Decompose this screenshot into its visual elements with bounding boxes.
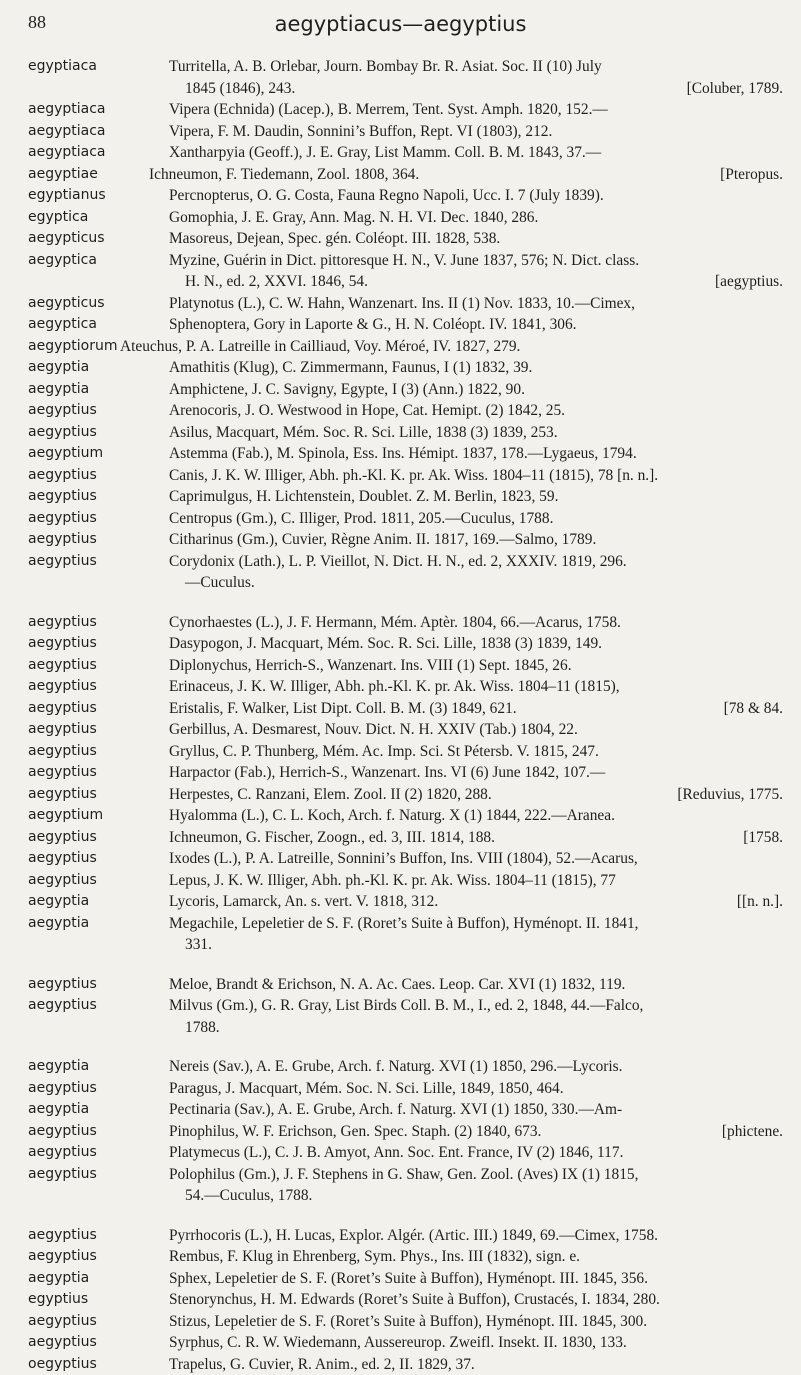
entry-term: aegyptius — [28, 784, 169, 806]
entry-citation — [169, 465, 783, 487]
entry-citation — [169, 121, 783, 143]
index-entry — [28, 207, 783, 229]
entry-term: aegyptius — [28, 400, 169, 422]
index-entry — [28, 676, 783, 698]
citation-line: Amphictene, J. C. Savigny, Egypte, I (3) (Ann.) 1822, 90. — [169, 379, 783, 401]
entry-term: aegyptius — [28, 655, 169, 677]
entry-term: egyptius — [28, 1289, 169, 1311]
entry-citation — [169, 719, 783, 741]
index-entry — [28, 633, 783, 655]
index-entry — [28, 1354, 783, 1375]
index-entry — [28, 379, 783, 401]
index-entry — [28, 336, 783, 358]
citation-line: Gerbillus, A. Desmarest, Nouv. Dict. N. H. XXIV (Tab.) 1804, 22. — [169, 719, 783, 741]
entry-term: aegyptius — [28, 551, 169, 594]
entry-citation — [169, 633, 783, 655]
entry-citation — [169, 529, 783, 551]
index-entry — [28, 719, 783, 741]
index-entry — [28, 848, 783, 870]
entry-citation — [169, 400, 783, 422]
entry-term: egyptiaca — [28, 56, 169, 99]
entry-citation — [169, 422, 783, 444]
citation-line: Ixodes (L.), P. A. Latreille, Sonnini’s Buffon, Ins. VIII (1804), 52.—Acarus, — [169, 848, 783, 870]
entry-citation — [169, 1164, 783, 1207]
entry-citation — [169, 185, 783, 207]
index-entry — [28, 1268, 783, 1290]
entry-term: aegyptius — [28, 612, 169, 634]
index-entry — [28, 974, 783, 996]
index-entry — [28, 741, 783, 763]
entry-citation — [169, 655, 783, 677]
entry-term: aegyptius — [28, 1311, 169, 1333]
entry-term: aegyptius — [28, 848, 169, 870]
entry-citation — [169, 1289, 783, 1311]
index-entry — [28, 698, 783, 720]
citation-line: Eristalis, F. Walker, List Dipt. Coll. B. M. (3) 1849, 621. [78 & 84. — [169, 698, 783, 720]
citation-line: Platymecus (L.), C. J. B. Amyot, Ann. Soc. Ent. France, IV (2) 1846, 117. — [169, 1142, 783, 1164]
index-entry — [28, 1246, 783, 1268]
index-entry — [28, 443, 783, 465]
entry-citation — [169, 827, 783, 849]
citation-line: 331. — [169, 934, 783, 956]
continuation-note: [78 & 84. — [724, 698, 783, 720]
citation-line: Stenorynchus, H. M. Edwards (Roret’s Suite à Buffon), Crustacés, I. 1834, 280. — [169, 1289, 783, 1311]
citation-line: Asilus, Macquart, Mém. Soc. R. Sci. Lille, 1838 (3) 1839, 253. — [169, 422, 783, 444]
index-entry — [28, 142, 783, 164]
citation-line: Paragus, J. Macquart, Mém. Soc. N. Sci. Lille, 1849, 1850, 464. — [169, 1078, 783, 1100]
entry-citation — [169, 848, 783, 870]
entry-citation — [169, 1056, 783, 1078]
entry-citation — [169, 891, 783, 913]
index-entry — [28, 185, 783, 207]
citation-line: Astemma (Fab.), M. Spinola, Ess. Ins. Hémipt. 1837, 178.—Lygaeus, 1794. — [169, 443, 783, 465]
entry-citation — [169, 698, 783, 720]
entry-term: aegyptiaca — [28, 99, 169, 121]
entry-term: aegyptius — [28, 1142, 169, 1164]
entry-term: aegyptium — [28, 443, 169, 465]
citation-line: Hyalomma (L.), C. L. Koch, Arch. f. Naturg. X (1) 1844, 222.—Aranea. — [169, 805, 783, 827]
index-entry — [28, 1142, 783, 1164]
entry-citation — [169, 379, 783, 401]
index-entry — [28, 551, 783, 594]
entry-citation — [169, 870, 783, 892]
citation-line: Centropus (Gm.), C. Illiger, Prod. 1811, 205.—Cuculus, 1788. — [169, 508, 783, 530]
index-entry — [28, 827, 783, 849]
citation-line: Cynorhaestes (L.), J. F. Hermann, Mém. Aptèr. 1804, 66.—Acarus, 1758. — [169, 612, 783, 634]
citation-line: 1845 (1846), 243. [Coluber, 1789. — [169, 78, 783, 100]
citation-line: Amathitis (Klug), C. Zimmermann, Faunus, I (1) 1832, 39. — [169, 357, 783, 379]
entry-citation — [169, 1354, 783, 1375]
index-entry — [28, 422, 783, 444]
entry-citation — [169, 741, 783, 763]
entry-term: aegyptius — [28, 1246, 169, 1268]
citation-line: 54.—Cuculus, 1788. — [169, 1185, 783, 1207]
entry-citation — [169, 314, 783, 336]
entry-citation — [169, 1142, 783, 1164]
entry-term: aegypticus — [28, 293, 169, 315]
entry-term: egyptianus — [28, 185, 169, 207]
citation-line: Vipera (Echnida) (Lacep.), B. Merrem, Tent. Syst. Amph. 1820, 152.— — [169, 99, 783, 121]
entry-term: aegyptius — [28, 741, 169, 763]
entry-term: aegyptius — [28, 870, 169, 892]
index-entry — [28, 1121, 783, 1143]
index-entry — [28, 784, 783, 806]
citation-line: Syrphus, C. R. W. Wiedemann, Aussereurop. Zweifl. Insekt. II. 1830, 133. — [169, 1332, 783, 1354]
citation-line: Ateuchus, P. A. Latreille in Cailliaud, Voy. Méroé, IV. 1827, 279. — [120, 336, 783, 358]
entry-term: aegyptia — [28, 379, 169, 401]
index-entry — [28, 1332, 783, 1354]
citation-line: Pinophilus, W. F. Erichson, Gen. Spec. Staph. (2) 1840, 673. [phictene. — [169, 1121, 783, 1143]
entry-term: aegyptia — [28, 357, 169, 379]
citation-line: H. N., ed. 2, XXVI. 1846, 54. [aegyptius. — [169, 271, 783, 293]
citation-line: Caprimulgus, H. Lichtenstein, Doublet. Z. M. Berlin, 1823, 59. — [169, 486, 783, 508]
index-entry — [28, 508, 783, 530]
index-entry — [28, 1078, 783, 1100]
entry-term: aegyptius — [28, 486, 169, 508]
citation-line: Milvus (Gm.), G. R. Gray, List Birds Coll. B. M., I., ed. 2, 1848, 44.—Falco, — [169, 995, 783, 1017]
entry-citation — [169, 142, 783, 164]
citation-line: Turritella, A. B. Orlebar, Journ. Bombay Br. R. Asiat. Soc. II (10) July — [169, 56, 783, 78]
entry-citation — [169, 357, 783, 379]
citation-line: Pectinaria (Sav.), A. E. Grube, Arch. f. Naturg. XVI (1) 1850, 330.—Am- — [169, 1099, 783, 1121]
entry-term: aegyptia — [28, 1099, 169, 1121]
citation-line: Arenocoris, J. O. Westwood in Hope, Cat. Hemipt. (2) 1842, 25. — [169, 400, 783, 422]
entry-citation — [120, 336, 783, 358]
entry-term: aegyptius — [28, 698, 169, 720]
entry-term: aegyptius — [28, 827, 169, 849]
index-entry — [28, 314, 783, 336]
entry-citation — [169, 443, 783, 465]
citation-line: Megachile, Lepeletier de S. F. (Roret’s Suite à Buffon), Hyménopt. II. 1841, — [169, 913, 783, 935]
entry-citation — [169, 1246, 783, 1268]
citation-line: Masoreus, Dejean, Spec. gén. Coléopt. III. 1828, 538. — [169, 228, 783, 250]
entry-term: aegyptia — [28, 913, 169, 956]
entry-term: aegyptius — [28, 633, 169, 655]
entry-citation — [169, 551, 783, 594]
citation-line: Meloe, Brandt & Erichson, N. A. Ac. Caes. Leop. Car. XVI (1) 1832, 119. — [169, 974, 783, 996]
entry-citation — [169, 1311, 783, 1333]
entry-term: aegyptius — [28, 422, 169, 444]
continuation-note: [aegyptius. — [715, 271, 783, 293]
entry-term: egyptica — [28, 207, 169, 229]
citation-line: Rembus, F. Klug in Ehrenberg, Sym. Phys., Ins. III (1832), sign. e. — [169, 1246, 783, 1268]
entry-citation — [169, 99, 783, 121]
entry-citation — [169, 974, 783, 996]
index-entry — [28, 870, 783, 892]
citation-line: Platynotus (L.), C. W. Hahn, Wanzenart. Ins. II (1) Nov. 1833, 10.—Cimex, — [169, 293, 783, 315]
entry-citation — [169, 762, 783, 784]
citation-line: Citharinus (Gm.), Cuvier, Règne Anim. II. 1817, 169.—Salmo, 1789. — [169, 529, 783, 551]
citation-line: Herpestes, C. Ranzani, Elem. Zool. II (2) 1820, 288. [Reduvius, 1775. — [169, 784, 783, 806]
entry-term: aegyptiae — [28, 164, 149, 186]
index-entry — [28, 762, 783, 784]
entry-term: aegyptia — [28, 1056, 169, 1078]
citation-line: Pyrrhocoris (L.), H. Lucas, Explor. Algér. (Artic. III.) 1849, 69.—Cimex, 1758. — [169, 1225, 783, 1247]
index-entry — [28, 99, 783, 121]
citation-line: Percnopterus, O. G. Costa, Fauna Regno Napoli, Ucc. I. 7 (July 1839). — [169, 185, 783, 207]
index-entry — [28, 1099, 783, 1121]
entry-citation — [169, 784, 783, 806]
entry-term: aegyptius — [28, 762, 169, 784]
index-entry — [28, 891, 783, 913]
index-entry — [28, 121, 783, 143]
entry-citation — [169, 56, 783, 99]
citation-line: Sphenoptera, Gory in Laporte & G., H. N. Coléopt. IV. 1841, 306. — [169, 314, 783, 336]
continuation-note: [1758. — [743, 827, 783, 849]
entry-term: aegyptium — [28, 805, 169, 827]
entry-term: aegypticus — [28, 228, 169, 250]
entry-term: aegyptius — [28, 1332, 169, 1354]
entry-citation — [169, 228, 783, 250]
index-entry — [28, 465, 783, 487]
citation-line: 1788. — [169, 1017, 783, 1039]
index-entry — [28, 612, 783, 634]
citation-line: Erinaceus, J. K. W. Illiger, Abh. ph.-Kl. K. pr. Ak. Wiss. 1804–11 (1815), — [169, 676, 783, 698]
entry-term: aegyptius — [28, 974, 169, 996]
entry-term: aegyptia — [28, 1268, 169, 1290]
entry-citation — [169, 913, 783, 956]
citation-line: Canis, J. K. W. Illiger, Abh. ph.-Kl. K. pr. Ak. Wiss. 1804–11 (1815), 78 [n. n.]. — [169, 465, 783, 487]
entry-citation — [169, 805, 783, 827]
index-entry — [28, 400, 783, 422]
entry-term: aegyptiaca — [28, 121, 169, 143]
entry-citation — [169, 207, 783, 229]
citation-line: Gomophia, J. E. Gray, Ann. Mag. N. H. VI. Dec. 1840, 286. — [169, 207, 783, 229]
entry-term: aegyptius — [28, 1225, 169, 1247]
citation-line: Corydonix (Lath.), L. P. Vieillot, N. Dict. H. N., ed. 2, XXXIV. 1819, 296. — [169, 551, 783, 573]
continuation-note: [[n. n.]. — [737, 891, 783, 913]
entry-citation — [169, 486, 783, 508]
index-entry — [28, 164, 783, 186]
entry-citation — [169, 1121, 783, 1143]
entry-citation — [169, 995, 783, 1038]
entry-term: aegyptiaca — [28, 142, 169, 164]
index-entry — [28, 1164, 783, 1207]
citation-line: Nereis (Sav.), A. E. Grube, Arch. f. Naturg. XVI (1) 1850, 296.—Lycoris. — [169, 1056, 783, 1078]
page-number: 88 — [28, 12, 46, 33]
running-head: aegyptiacus—aegyptius — [0, 12, 801, 36]
entry-list — [28, 56, 783, 1375]
citation-line: Diplonychus, Herrich-S., Wanzenart. Ins. VIII (1) Sept. 1845, 26. — [169, 655, 783, 677]
entry-term: aegyptius — [28, 529, 169, 551]
index-entry — [28, 1056, 783, 1078]
entry-term: aegyptius — [28, 995, 169, 1038]
citation-line: Ichneumon, F. Tiedemann, Zool. 1808, 364. [Pteropus. — [149, 164, 783, 186]
entry-term: aegyptius — [28, 1121, 169, 1143]
entry-citation — [169, 508, 783, 530]
entry-citation — [169, 293, 783, 315]
entry-citation — [169, 676, 783, 698]
index-entry — [28, 1311, 783, 1333]
citation-line: Xantharpyia (Geoff.), J. E. Gray, List Mamm. Coll. B. M. 1843, 37.— — [169, 142, 783, 164]
index-entry — [28, 655, 783, 677]
entry-citation — [149, 164, 783, 186]
entry-term: aegyptica — [28, 314, 169, 336]
citation-line: Trapelus, G. Cuvier, R. Anim., ed. 2, II. 1829, 37. — [169, 1354, 783, 1375]
continuation-note: [phictene. — [722, 1121, 783, 1143]
citation-line: —Cuculus. — [169, 572, 783, 594]
entry-citation — [169, 1225, 783, 1247]
entry-term: aegyptius — [28, 508, 169, 530]
entry-citation — [169, 1078, 783, 1100]
index-entry — [28, 486, 783, 508]
entry-term: aegyptius — [28, 1078, 169, 1100]
citation-line: Ichneumon, G. Fischer, Zoogn., ed. 3, III. 1814, 188. [1758. — [169, 827, 783, 849]
entry-citation — [169, 1099, 783, 1121]
continuation-note: [Pteropus. — [720, 164, 783, 186]
entry-term: aegyptia — [28, 891, 169, 913]
entry-term: aegyptius — [28, 1164, 169, 1207]
index-entry — [28, 228, 783, 250]
entry-citation — [169, 250, 783, 293]
citation-line: Gryllus, C. P. Thunberg, Mém. Ac. Imp. Sci. St Pétersb. V. 1815, 247. — [169, 741, 783, 763]
continuation-note: [Reduvius, 1775. — [677, 784, 783, 806]
citation-line: Dasypogon, J. Macquart, Mém. Soc. R. Sci. Lille, 1838 (3) 1839, 149. — [169, 633, 783, 655]
citation-line: Polophilus (Gm.), J. F. Stephens in G. Shaw, Gen. Zool. (Aves) IX (1) 1815, — [169, 1164, 783, 1186]
citation-line: Stizus, Lepeletier de S. F. (Roret’s Suite à Buffon), Hyménopt. III. 1845, 300. — [169, 1311, 783, 1333]
index-entry — [28, 56, 783, 99]
entry-term: aegyptica — [28, 250, 169, 293]
citation-line: Myzine, Guérin in Dict. pittoresque H. N., V. June 1837, 576; N. Dict. class. — [169, 250, 783, 272]
citation-line: Lycoris, Lamarck, An. s. vert. V. 1818, 312. [[n. n.]. — [169, 891, 783, 913]
citation-line: Vipera, F. M. Daudin, Sonnini’s Buffon, Rept. VI (1803), 212. — [169, 121, 783, 143]
entry-citation — [169, 612, 783, 634]
entry-term: aegyptiorum — [28, 336, 120, 358]
entry-term: oegyptius — [28, 1354, 169, 1375]
entry-term: aegyptius — [28, 719, 169, 741]
citation-line: Lepus, J. K. W. Illiger, Abh. ph.-Kl. K. pr. Ak. Wiss. 1804–11 (1815), 77 — [169, 870, 783, 892]
index-entry — [28, 293, 783, 315]
index-entry — [28, 250, 783, 293]
continuation-note: [Coluber, 1789. — [687, 78, 783, 100]
entry-citation — [169, 1332, 783, 1354]
citation-line: Harpactor (Fab.), Herrich-S., Wanzenart. Ins. VI (6) June 1842, 107.— — [169, 762, 783, 784]
index-entry — [28, 529, 783, 551]
entry-term: aegyptius — [28, 465, 169, 487]
index-entry — [28, 805, 783, 827]
index-entry — [28, 1289, 783, 1311]
index-entry — [28, 357, 783, 379]
index-entry — [28, 995, 783, 1038]
index-entry — [28, 913, 783, 956]
entry-citation — [169, 1268, 783, 1290]
citation-line: Sphex, Lepeletier de S. F. (Roret’s Suite à Buffon), Hyménopt. III. 1845, 356. — [169, 1268, 783, 1290]
index-entry — [28, 1225, 783, 1247]
entry-term: aegyptius — [28, 676, 169, 698]
